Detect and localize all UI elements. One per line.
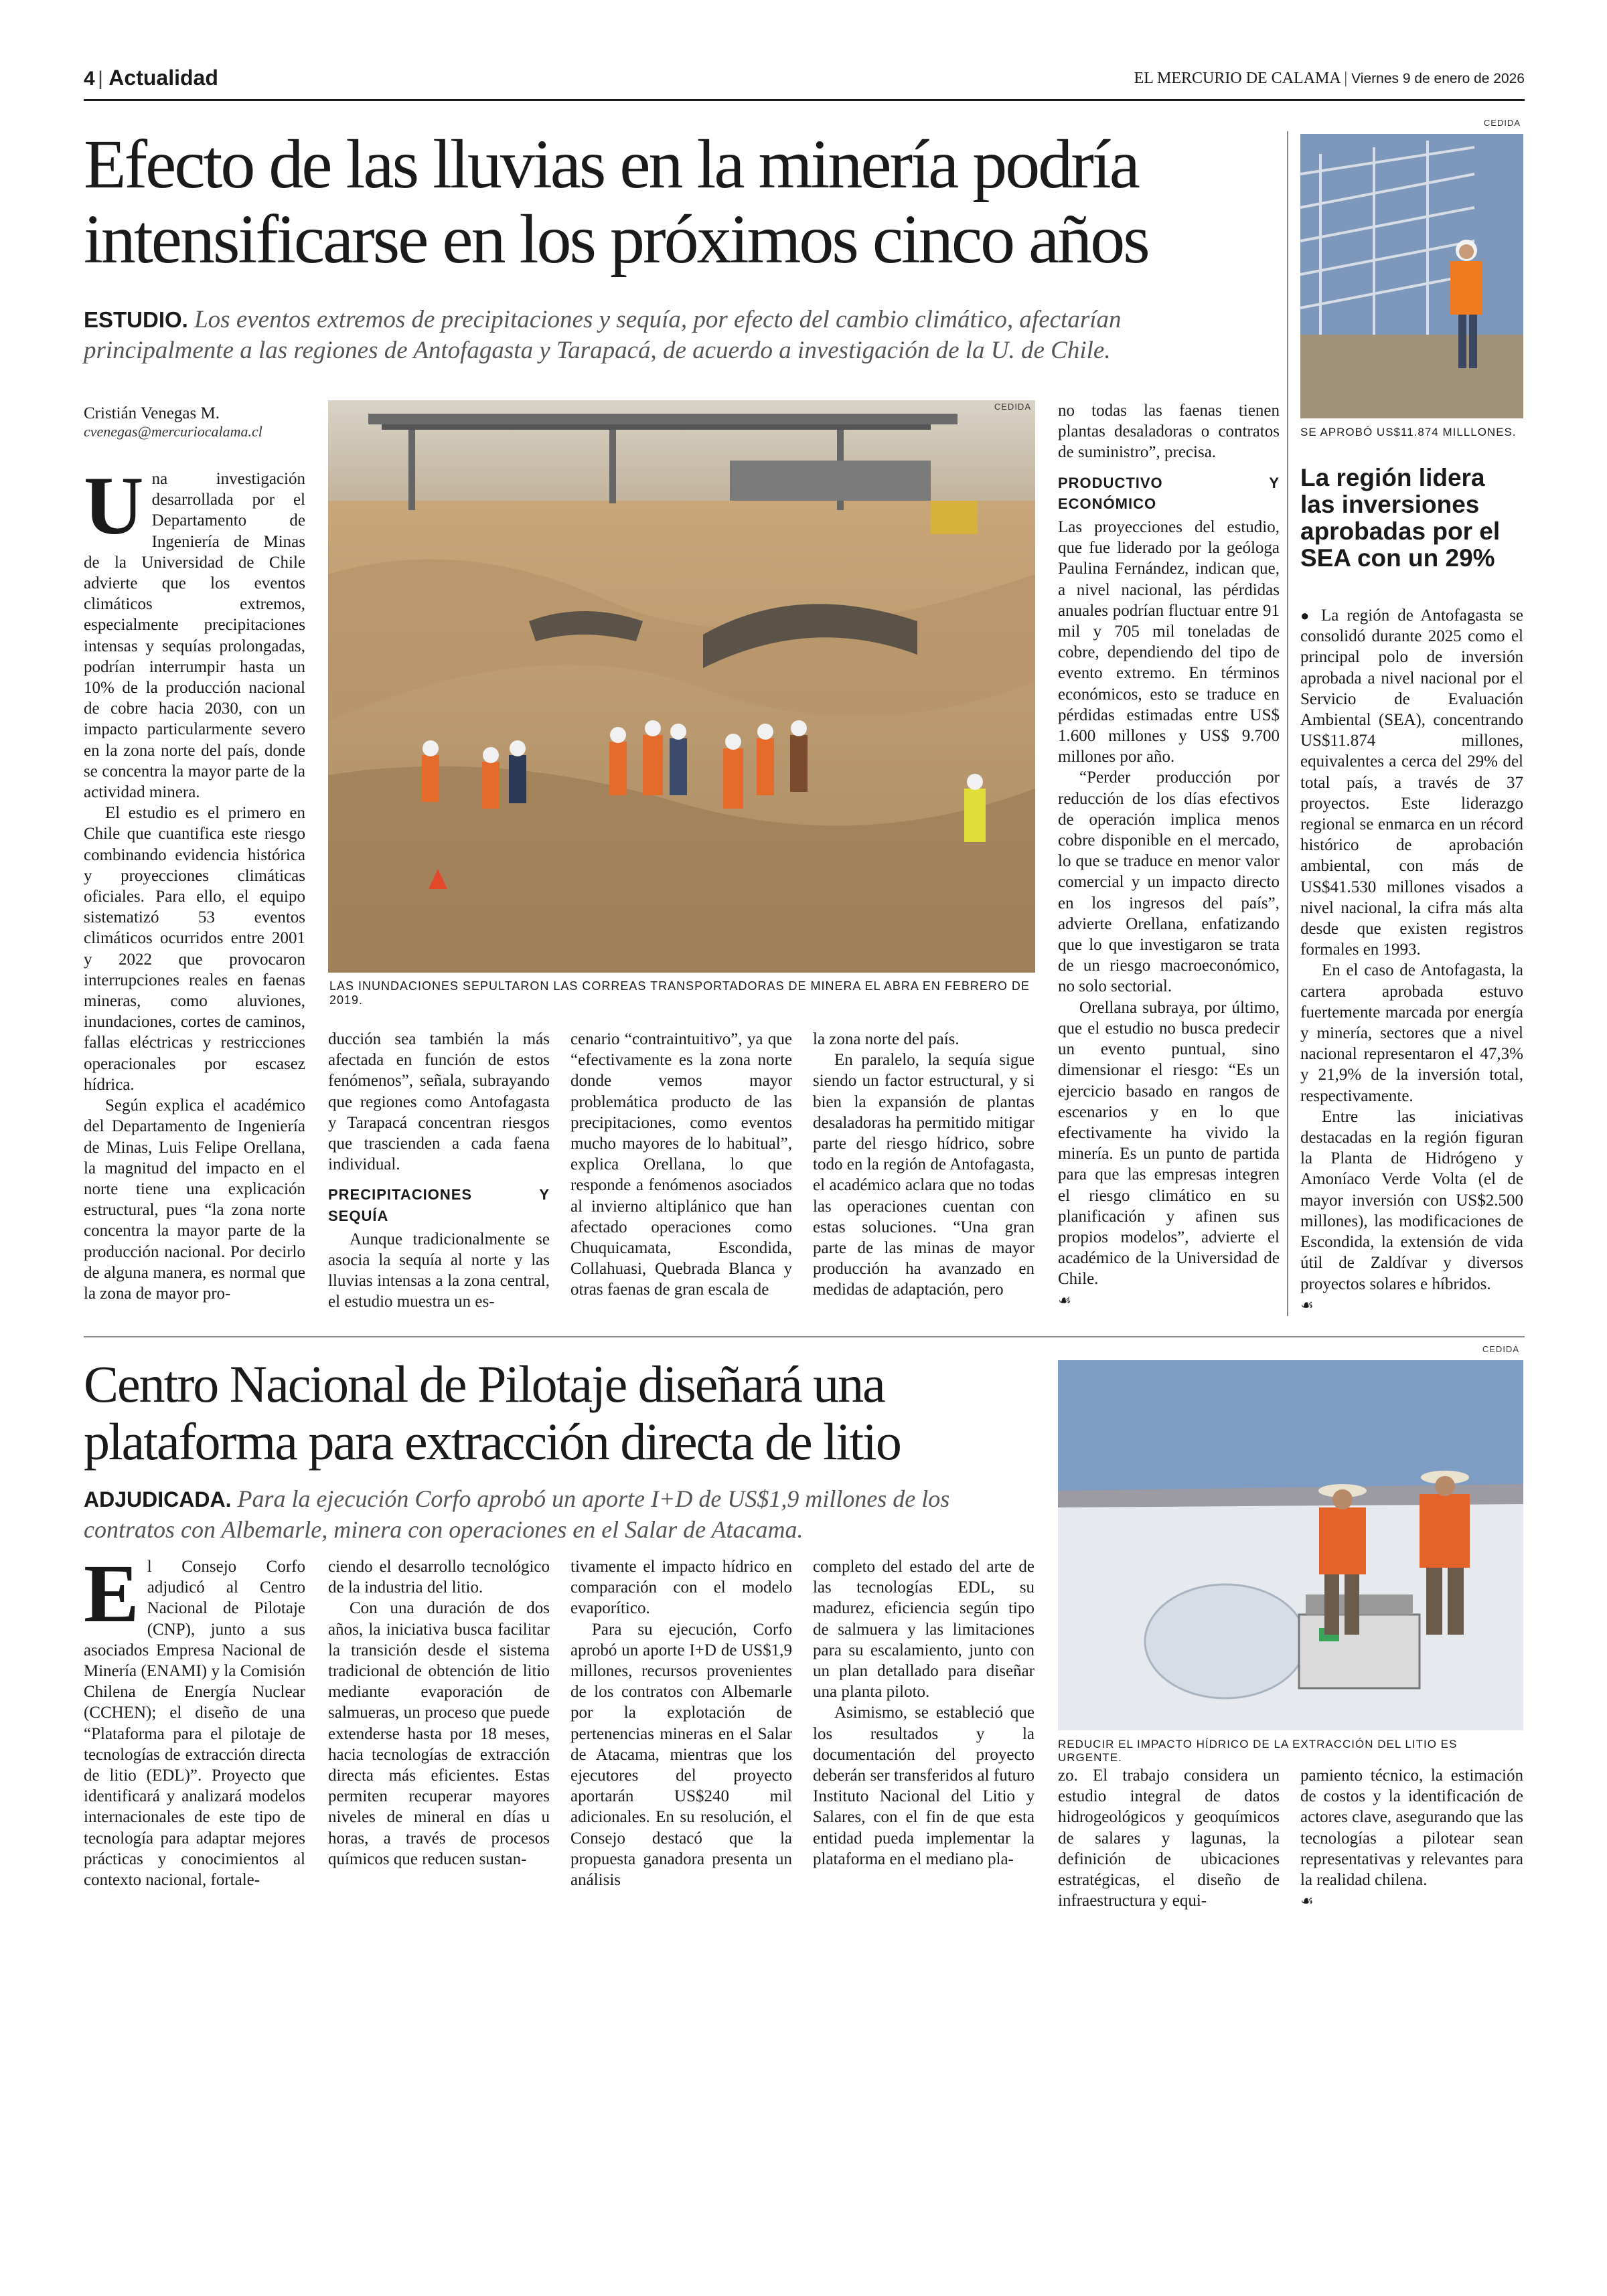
article1-headline (84, 127, 1276, 277)
article2-col3-p1: tivamente el impacto hídrico en comparación con el modelo evaporítico. (570, 1558, 792, 1618)
mine-flood-illustration (328, 400, 1035, 973)
header-rule (84, 99, 1525, 101)
article1-deck-text: Los eventos extremos de precipitaciones y sequía, por efecto del cambio climático, afectarían principalmente a las regiones de Antofagasta y Tarapacá, de acuerdo a investigación de la U. de Chile. (84, 306, 1122, 364)
article1-photo-caption: LAS INUNDACIONES SEPULTARON LAS CORREAS TRANSPORTADORAS DE MINERA EL ABRA EN FEBRERO DE 2019. (329, 979, 1030, 1007)
sidebar-p1-text: La región de Antofagasta se consolidó durante 2025 como el principal polo de inversión aprobada a nivel nacional por el Servicio de Evaluación Ambiental (SEA), concentrando US$11.874 millones, equivalentes a cerca del 29% del total país, a través de 37 proyectos. Este liderazgo regional se enmarca en un récord histórico de aprobación ambiental, con más de US$41.530 millones visados a nivel nacional, la cifra más alta desde que existen registros formales en 1993. (1300, 606, 1523, 959)
article2-headline (84, 1356, 1048, 1471)
article1-headline-line2: intensificarse en los próximos cinco años (84, 201, 1148, 278)
article2-col2-p1: ciendo el desarrollo tecnológico de la industria del litio. (328, 1558, 550, 1597)
article1-col5-p1: no todas las faenas tienen plantas desaladoras o contratos de suministro”, precisa. (1058, 402, 1280, 462)
sidebar-rule (1287, 131, 1288, 1316)
author-name: Cristián Venegas M. (84, 404, 220, 422)
article2-col3-p2: Para su ejecución, Corfo aprobó un aporte I+D de US$1,9 millones, recursos provenientes de los contratos con Albemarle por la explotación de pertenencias mineras en el Salar de Atacama, mientras que los ejecutores del proyecto aportarán US$240 mil adicionales. En su resolución, el Consejo destacó que la propuesta ganadora presenta un análisis (570, 1620, 792, 1890)
article2-col5 (1058, 1765, 1280, 1911)
article1-col4-p1: la zona norte del país. (813, 1030, 960, 1048)
article1-col3-p1: cenario “contraintuitivo”, ya que “efectivamente es la zona norte donde vemos mayor problemática producto de las precipitaciones, como eventos mucho mayores de lo habitual”, explica Orellana, lo que responde a fenómenos asociados al invierno altiplánico que han afectado operaciones como Chuquicamata, Escondida, Collahuasi, Quebrada Blanca y otras faenas de gran escala de (570, 1030, 792, 1299)
end-of-article-icon: ☙ (1058, 1292, 1071, 1309)
sidebar-headline: La región lidera las inversiones aprobadas por el SEA con un 29% (1300, 464, 1501, 572)
article1-col1-p1: na investigación desarrollada por el Departamento de Ingeniería de Minas de la Universidad de Chile advierte que los eventos climáticos extremos, especialmente precipitaciones intensas y sequías prolongadas, podrían interrumpir hasta un 10% de la producción nacional de cobre hacia 2030, con un impacto particularmente severo en la zona norte del país, donde se concentra la mayor parte de la actividad minera. (84, 470, 305, 802)
article2-deck (84, 1484, 1041, 1545)
article2-photo-caption: REDUCIR EL IMPACTO HÍDRICO DE LA EXTRACCIÓN DEL LITIO ES URGENTE. (1058, 1738, 1458, 1764)
article2-col4 (813, 1556, 1035, 1870)
article1-col2-p1: ducción sea también la más afectada en función de estos fenómenos”, señala, subrayando que regiones como Antofagasta y Tarapacá concentran riesgos que trascienden a cada faena individual. (328, 1030, 550, 1174)
article2-col6 (1300, 1765, 1523, 1912)
publication-name: EL MERCURIO DE CALAMA (1134, 70, 1341, 87)
sidebar-photo-caption: SE APROBÓ US$11.874 MILLLONES. (1300, 426, 1517, 438)
article1-photo (328, 400, 1035, 973)
sidebar-photo (1300, 118, 1523, 418)
header-divider-2: | (1344, 70, 1352, 87)
article1-col5 (1058, 400, 1280, 1311)
article1-col1-p2: El estudio es el primero en Chile que cuantifica este riesgo combinando evidencia histórica y proyecciones climáticas oficiales. Para ello, el equipo sistematizó 53 eventos climáticos ocurridos entre 2001 y 2022 que provocaron interrupciones reales en faenas mineras, como aluviones, inundaciones, cortes de caminos, fallas eléctricas y restricciones operacionales por escasez hídrica. (84, 804, 305, 1094)
article1-col2 (328, 1029, 550, 1313)
article1-col4-p2: En paralelo, la sequía sigue siendo un factor estructural, y si bien la expansión de plantas desaladoras ha permitido mitigar parte del riesgo hídrico, sobre todo en la región de Antofagasta, el académico aclara que no todas las operaciones cuentan con estas soluciones. “Una gran parte de las minas de mayor producción ha avanzado en medidas de adaptación, pero (813, 1051, 1035, 1299)
sidebar-end-icon: ☙ (1300, 1297, 1314, 1314)
article1-deck (84, 305, 1262, 366)
article2-col4-p2: Asimismo, se estableció que los resultados y la documentación del proyecto deberán ser transferidos al futuro Instituto Nacional del Litio y Salares, con el fin de que esta entidad pueda implementar la plataforma en el mediano pla- (813, 1704, 1035, 1868)
article1-headline-line1: Efecto de las lluvias en la minería podría (84, 126, 1138, 203)
article1-col3 (570, 1029, 792, 1301)
subhead-productivo: PRODUCTIVO Y ECONÓMICO (1058, 474, 1280, 512)
article1-photo-credit: CEDIDA (994, 402, 1031, 412)
article1-col1-p3: Según explica el académico del Departamento de Ingeniería de Minas, Luis Felipe Orellana, la magnitud del impacto en el norte tiene una explicación estructural, pues “la zona norte concentra la mayor parte de la producción nacional. Por decirlo de alguna manera, es normal que la zona de mayor pro- (84, 1096, 305, 1303)
article2-col1-p1: l Consejo Corfo adjudicó al Centro Nacional de Pilotaje (CNP), junto a sus asociados Empresa Nacional de Minería (ENAMI) y la Comisión Chilena de Energía Nuclear (CCHEN); el diseño de una “Plataforma para el pilotaje de tecnologías de extracción directa de litio (EDL)”. Proyecto que identificará y analizará modelos internacionales de este tipo de tecnología para adaptar mejores prácticas y conocimientos al contexto nacional, fortale- (84, 1558, 305, 1890)
author-email: cvenegas@mercuriocalama.cl (84, 423, 262, 440)
sidebar-body (1300, 605, 1523, 1316)
article1-col5-p2: Las proyecciones del estudio, que fue liderado por la geóloga Paulina Fernández, indican que, a nivel nacional, las pérdidas anuales podrían fluctuar entre 91 mil y 705 mil toneladas de cobre, dependiendo del tipo de evento extremo. En términos económicos, esto se traduce en pérdidas estimadas entre US$ 1.600 millones y US$ 9.700 millones por año. (1058, 518, 1280, 766)
article2-col1 (84, 1548, 305, 1890)
article1-col1 (84, 460, 305, 1304)
page-header (84, 66, 1525, 96)
article2-dropcap: E (84, 1548, 139, 1639)
salt-flat-illustration (1058, 1360, 1523, 1730)
article1-col2-p2: Aunque tradicionalmente se asocia la sequía al norte y las lluvias intensas a la zona central, el estudio muestra un es- (328, 1230, 550, 1311)
article1-col5-p4: Orellana subraya, por último, que el estudio no busca predecir un evento puntual, sino dimensionar el riesgo: “Es un ejercicio basado en rangos de escenarios y en lo que efectivamente ha vivido la minería. Es un punto de partida para que las empresas integren el riesgo climático en su planificación y afinen sus propios modelos”, advierte el académico de la Universidad de Chile. (1058, 998, 1280, 1289)
solar-plant-illustration (1300, 134, 1523, 418)
article1-dropcap: U (84, 460, 144, 552)
article1-byline (84, 404, 325, 440)
article2-col2 (328, 1556, 550, 1870)
article2-kicker: ADJUDICADA. (84, 1487, 232, 1511)
article2-col4-p1: completo del estado del arte de las tecnologías EDL, su madurez, eficiencia según tipo de salmuera y las limitaciones para su escalamiento, junto con un plan detallado para diseñar una planta piloto. (813, 1558, 1035, 1702)
article1-col5-p3: “Perder producción por reducción de los días efectivos de operación implica menos cobre disponible en el mercado, lo que se traduce en menor valor comercial y un impacto directo en los ingresos del país”, advierte Orellana, enfatizando que lo que investigaron se trata de un riesgo macroeconómico, no solo sectorial. (1058, 768, 1280, 996)
article2-photo (1058, 1344, 1523, 1730)
article2-headline-line1: Centro Nacional de Pilotaje diseñará una (84, 1355, 885, 1413)
article2-col6-p1: pamiento técnico, la estimación de costos y la identificación de actores clave, asegurando que las tecnologías a pilotear sean representativas y relevantes para la realidad chilena. (1300, 1767, 1523, 1890)
article1-kicker: ESTUDIO. (84, 307, 188, 332)
article1-col4 (813, 1029, 1035, 1301)
publication-line (1134, 70, 1525, 88)
sidebar-p1 (1300, 605, 1523, 960)
bullet-icon: ● (1300, 607, 1314, 624)
article2-col3 (570, 1556, 792, 1890)
article2-deck-text: Para la ejecución Corfo aprobó un aporte I+D de US$1,9 millones de los contratos con Albemarle, minera con operaciones en el Salar de Atacama. (84, 1485, 950, 1543)
section-divider (84, 1336, 1525, 1337)
article2-col5-p1: zo. El trabajo considera un estudio integral de datos hidrogeológicos y geoquímicos de salares y lagunas, la definición de ubicaciones estratégicas, el diseño de infraestructura y equi- (1058, 1767, 1280, 1910)
subhead-precipitaciones: PRECIPITACIONES Y SEQUÍA (328, 1186, 550, 1224)
article2-headline-line2: plataforma para extracción directa de litio (84, 1412, 901, 1471)
sidebar-p3: Entre las iniciativas destacadas en la región figuran la Planta de Hidrógeno y Amoníaco Verde Volta (el de mayor inversión con US$2.500 millones), las modificaciones de Escondida, la extensión de vida útil de Zaldívar y diversos proyectos solares e híbridos. (1300, 1107, 1523, 1293)
header-divider: | (98, 68, 109, 90)
publication-date: Viernes 9 de enero de 2026 (1351, 71, 1525, 86)
page-number: 4 (84, 68, 95, 90)
article2-end-icon: ☙ (1300, 1893, 1314, 1910)
article2-photo-credit: CEDIDA (1482, 1344, 1519, 1354)
sidebar-p2: En el caso de Antofagasta, la cartera aprobada estuvo fuertemente marcada por energía y minería, sectores que a nivel nacional representaron el 47,3% y 21,9% de la inversión total, respectivamente. (1300, 961, 1523, 1105)
section-name: Actualidad (108, 66, 218, 90)
sidebar-photo-credit: CEDIDA (1483, 118, 1521, 128)
article2-col2-p2: Con una duración de dos años, la iniciativa busca facilitar la transición desde el sistema tradicional de obtención de litio mediante evaporación de salmueras, un proceso que puede extenderse hasta por 18 meses, hacia tecnologías de extracción directa más eficientes. Estas permiten recuperar mayores niveles de mineral en días u horas, a través de procesos químicos que reducen sustan- (328, 1599, 550, 1868)
